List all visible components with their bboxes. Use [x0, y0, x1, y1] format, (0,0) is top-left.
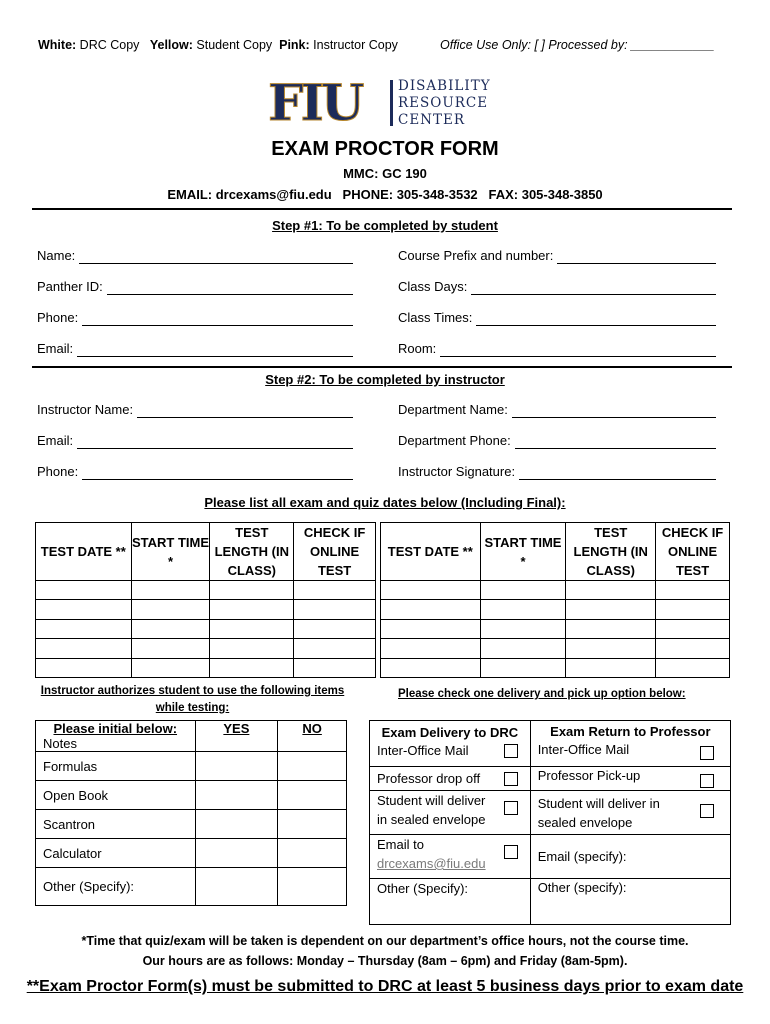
cell[interactable]: [131, 639, 210, 659]
student-field-input[interactable]: [107, 294, 353, 295]
authorize-row: [36, 839, 347, 868]
cell[interactable]: [131, 620, 210, 639]
yes-cell[interactable]: [195, 868, 278, 906]
step2-heading: Step #2: To be completed by instructor: [265, 372, 505, 387]
return-student-cell: [530, 791, 730, 835]
return-student-checkbox[interactable]: [700, 804, 714, 818]
instructor-field-input[interactable]: [82, 479, 353, 480]
delivery-email-cell: [370, 835, 531, 879]
cell[interactable]: [381, 581, 481, 600]
delivery-email-link[interactable]: drcexams@fiu.edu: [377, 856, 486, 871]
instructor-field-input[interactable]: [77, 448, 353, 449]
cell[interactable]: [480, 639, 566, 659]
table-row: [36, 639, 376, 659]
cell[interactable]: [566, 600, 656, 620]
department-field-input[interactable]: [519, 479, 716, 480]
authorize-heading: [30, 683, 355, 717]
cell[interactable]: [36, 620, 132, 639]
authorize-heading-line-1: Instructor authorizes student to use the following items: [40, 685, 345, 697]
course-field-input[interactable]: [557, 263, 716, 264]
table-row: [36, 581, 376, 600]
yes-cell[interactable]: [195, 839, 278, 868]
cell[interactable]: [294, 620, 376, 639]
col-no-header[interactable]: NO: [278, 721, 347, 752]
no-cell[interactable]: [278, 752, 347, 781]
col-yes-header[interactable]: YES: [195, 721, 278, 752]
student-field-label: Email:: [37, 341, 74, 356]
cell[interactable]: [566, 581, 656, 600]
delivery-option-inter-office: Inter-Office Mail: [377, 743, 469, 758]
authorize-row: [36, 868, 347, 906]
department-field-input[interactable]: [515, 448, 716, 449]
location: MMC: GC 190: [343, 166, 427, 181]
instructor-field-label: Email:: [37, 433, 74, 448]
table-row: [381, 639, 730, 659]
header-rule: [32, 208, 732, 210]
delivery-heading: Please check one delivery and pick up option below:: [398, 688, 686, 700]
dates-table-left: [35, 522, 376, 678]
student-field-input[interactable]: [77, 356, 353, 357]
logo-line-2: RESOURCE: [398, 95, 489, 111]
logo-divider: [390, 80, 393, 126]
col-online-check: CHECK IF ONLINE TEST: [656, 523, 730, 581]
table-row: [381, 581, 730, 600]
logo-line-3: CENTER: [398, 112, 466, 128]
table-row: [36, 659, 376, 678]
cell[interactable]: [566, 659, 656, 678]
return-pick-up-cell: [530, 767, 730, 791]
cell[interactable]: [294, 600, 376, 620]
delivery-drop-off-checkbox[interactable]: [504, 772, 518, 786]
office-use-only: Office Use Only: [ ] Processed by: ____________: [440, 38, 715, 52]
fiu-logo: [268, 73, 498, 132]
col-test-date: TEST DATE **: [36, 523, 132, 581]
yes-cell[interactable]: [195, 752, 278, 781]
cell[interactable]: [381, 600, 481, 620]
cell[interactable]: [480, 659, 566, 678]
no-cell[interactable]: [278, 781, 347, 810]
submission-deadline: **Exam Proctor Form(s) must be submitted to DRC at least 5 business days prior to exam date: [26, 978, 744, 995]
dates-heading: Please list all exam and quiz dates below (Including Final):: [204, 495, 566, 510]
cell[interactable]: [36, 639, 132, 659]
delivery-drop-off-cell: [370, 767, 531, 791]
return-pick-up-checkbox[interactable]: [700, 774, 714, 788]
authorize-row-notes: [36, 721, 347, 752]
footer-note-2: Our hours are as follows: Monday – Thursday (8am – 6pm) and Friday (8am-5pm).: [142, 954, 628, 968]
authorize-row: [36, 752, 347, 781]
step1-rule: [32, 366, 732, 368]
cell[interactable]: [210, 620, 294, 639]
yes-cell[interactable]: [195, 810, 278, 839]
return-option-inter-office: Inter-Office Mail: [537, 742, 630, 757]
logo-dept-name: [398, 78, 491, 129]
department-field-label: Instructor Signature:: [398, 464, 516, 479]
instructor-field-label: Phone:: [37, 464, 79, 479]
student-field-label: Phone:: [37, 310, 79, 325]
instructor-field-label: Instructor Name:: [37, 402, 134, 417]
item-open-book: Open Book: [36, 781, 196, 810]
cell[interactable]: [381, 620, 481, 639]
yellow-label: Yellow:: [149, 38, 193, 52]
cell[interactable]: [381, 659, 481, 678]
cell[interactable]: [566, 639, 656, 659]
cell[interactable]: [210, 600, 294, 620]
cell[interactable]: [566, 620, 656, 639]
delivery-option-other: Other (Specify):: [377, 881, 469, 896]
student-field-input[interactable]: [82, 325, 353, 326]
delivery-other-cell: [370, 879, 531, 925]
cell[interactable]: [381, 639, 481, 659]
delivery-student-checkbox[interactable]: [504, 801, 518, 815]
delivery-option-drop-off: Professor drop off: [377, 771, 481, 786]
course-field-input[interactable]: [471, 294, 716, 295]
cell[interactable]: [131, 659, 210, 678]
cell[interactable]: [480, 581, 566, 600]
instructor-field-input[interactable]: [137, 417, 353, 418]
authorize-table: [35, 720, 347, 906]
student-field-label: Name:: [37, 248, 76, 263]
cell[interactable]: [131, 600, 210, 620]
student-field-label: Panther ID:: [37, 279, 103, 294]
item-notes: Notes: [43, 736, 77, 751]
return-option-email: Email (specify):: [537, 849, 627, 864]
cell[interactable]: [36, 600, 132, 620]
table-row: [381, 600, 730, 620]
cell[interactable]: [36, 659, 132, 678]
return-option-pick-up: Professor Pick-up: [537, 768, 641, 783]
cell[interactable]: [656, 581, 730, 600]
authorize-row: [36, 781, 347, 810]
cell[interactable]: [210, 581, 294, 600]
course-field-label: Class Times:: [398, 310, 473, 325]
col-online-check: CHECK IF ONLINE TEST: [294, 523, 376, 581]
no-cell[interactable]: [278, 810, 347, 839]
department-field-label: Department Phone:: [398, 433, 511, 448]
col-test-date: TEST DATE **: [381, 523, 481, 581]
return-other-cell: [530, 879, 730, 925]
logo-line-1: DISABILITY: [398, 78, 491, 94]
cell[interactable]: [480, 620, 566, 639]
col-initial-header: Please initial below:: [53, 721, 178, 736]
item-formulas: Formulas: [36, 752, 196, 781]
authorize-item-cell: [36, 721, 196, 752]
cell[interactable]: [656, 639, 730, 659]
delivery-option-student: Student will deliver in sealed envelope: [377, 793, 486, 827]
cell[interactable]: [656, 659, 730, 678]
no-cell[interactable]: [278, 868, 347, 906]
white-label: White:: [38, 38, 77, 52]
cell[interactable]: [656, 600, 730, 620]
item-other: Other (Specify):: [36, 868, 196, 906]
cell[interactable]: [210, 639, 294, 659]
col-test-length: TEST LENGTH (IN CLASS): [566, 523, 656, 581]
return-inter-office-cell: [530, 721, 730, 767]
table-row: [36, 620, 376, 639]
yellow-value: Student Copy: [196, 38, 273, 52]
return-option-student: Student will deliver in sealed envelope: [537, 795, 660, 830]
no-cell[interactable]: [278, 839, 347, 868]
course-field-label: Class Days:: [398, 279, 468, 294]
col-test-length: TEST LENGTH (IN CLASS): [210, 523, 294, 581]
cell[interactable]: [294, 639, 376, 659]
student-field-input[interactable]: [79, 263, 353, 264]
return-email-cell: [530, 835, 730, 879]
item-calculator: Calculator: [36, 839, 196, 868]
return-option-other: Other (specify):: [537, 880, 627, 895]
contact-info: EMAIL: drcexams@fiu.edu PHONE: 305-348-3532 FAX: 305-348-3850: [167, 187, 603, 202]
cell[interactable]: [656, 620, 730, 639]
cell[interactable]: [131, 581, 210, 600]
footer-note-1: *Time that quiz/exam will be taken is dependent on our department’s office hours, not the course time.: [81, 934, 689, 948]
white-value: DRC Copy: [79, 38, 140, 52]
fiu-wordmark: FIU: [268, 73, 362, 132]
page-title: EXAM PROCTOR FORM: [271, 138, 499, 160]
delivery-inter-office-cell: [370, 721, 531, 767]
course-field-input[interactable]: [476, 325, 716, 326]
department-field-label: Department Name:: [398, 402, 508, 417]
cell[interactable]: [294, 659, 376, 678]
pink-label: Pink:: [279, 38, 310, 52]
yes-cell[interactable]: [195, 781, 278, 810]
delivery-option-email: Email to: [377, 837, 424, 852]
item-scantron: Scantron: [36, 810, 196, 839]
col-start-time: START TIME *: [131, 523, 210, 581]
delivery-inter-office-checkbox[interactable]: [504, 744, 518, 758]
table-row: [36, 600, 376, 620]
course-field-label: Room:: [398, 341, 437, 356]
table-row: [381, 620, 730, 639]
cell[interactable]: [294, 581, 376, 600]
cell[interactable]: [36, 581, 132, 600]
delivery-email-checkbox[interactable]: [504, 845, 518, 859]
table-row: [381, 659, 730, 678]
col-start-time: START TIME *: [480, 523, 566, 581]
dates-table-right: [380, 522, 730, 678]
authorize-row: [36, 810, 347, 839]
course-field-label: Course Prefix and number:: [398, 248, 554, 263]
step1-heading: Step #1: To be completed by student: [272, 218, 498, 233]
cell[interactable]: [480, 600, 566, 620]
cell[interactable]: [210, 659, 294, 678]
pink-value: Instructor Copy: [313, 38, 398, 52]
authorize-heading-line-2: while testing:: [155, 702, 230, 714]
delivery-student-cell: [370, 791, 531, 835]
delivery-title: Exam Delivery to DRC: [381, 725, 519, 740]
department-field-input[interactable]: [512, 417, 716, 418]
copy-distribution: [38, 38, 398, 52]
delivery-table: [369, 720, 731, 925]
return-title: Exam Return to Professor: [550, 724, 711, 739]
course-field-input[interactable]: [440, 356, 716, 357]
return-inter-office-checkbox[interactable]: [700, 746, 714, 760]
